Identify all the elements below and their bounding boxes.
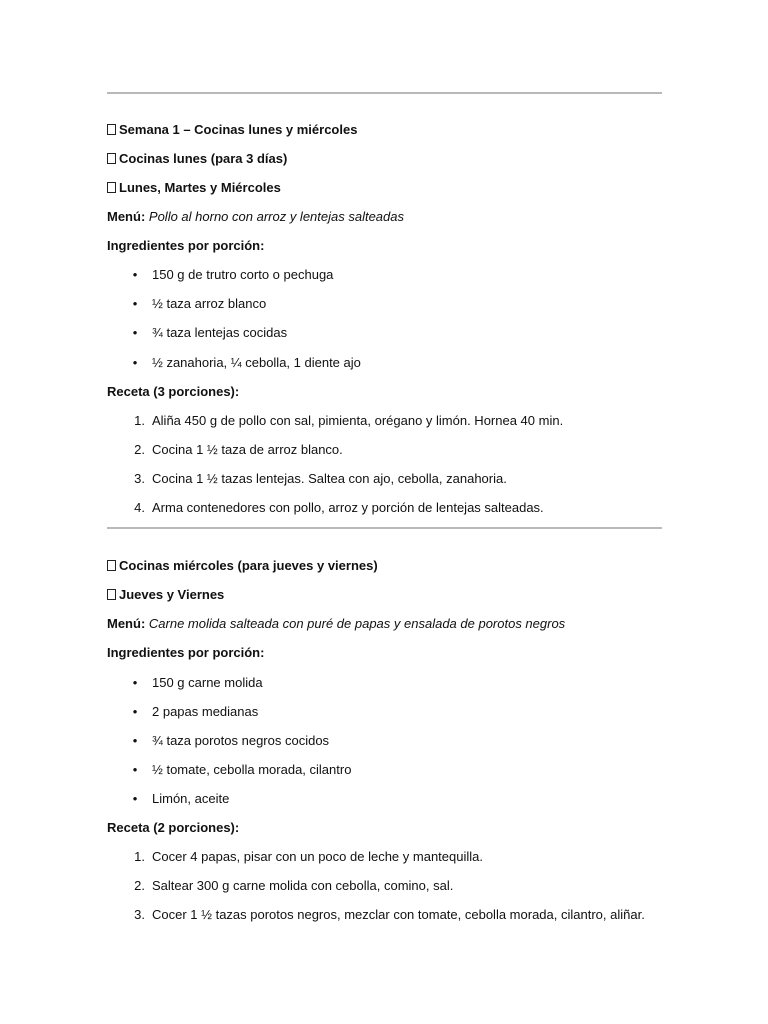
step-number: 1. [134, 849, 145, 864]
step-number: 3. [134, 471, 145, 486]
step-number: 3. [134, 907, 145, 922]
calendar-icon [107, 182, 116, 193]
step-number: 2. [134, 442, 145, 457]
menu-label: Menú: [107, 209, 146, 224]
ingredient-text: ½ tomate, cebolla morada, cilantro [152, 762, 352, 777]
calendar-icon [107, 589, 116, 600]
ingredients-label: Ingredientes por porción: [107, 238, 265, 253]
bullet: • [132, 325, 138, 340]
bullet: • [132, 267, 138, 282]
ingredient-text: Limón, aceite [152, 791, 230, 806]
ingredient-text: ¾ taza porotos negros cocidos [152, 733, 330, 748]
menu-text: Pollo al horno con arroz y lentejas salteadas [148, 209, 404, 224]
ingredient-text: 150 g de trutro corto o pechuga [152, 267, 334, 282]
bullet: • [132, 791, 138, 806]
step-number: 1. [134, 413, 145, 428]
ingredient-text: 150 g carne molida [152, 675, 263, 690]
menu-text: Carne molida salteada con puré de papas y ensalada de porotos negros [148, 616, 566, 631]
step-text: Saltear 300 g carne molida con cebolla, comino, sal. [152, 878, 454, 893]
cooking-icon [107, 153, 116, 164]
step-text: Arma contenedores con pollo, arroz y porción de lentejas salteadas. [152, 500, 544, 515]
days-heading: Lunes, Martes y Miércoles [107, 180, 281, 196]
cook-day-heading: Cocinas lunes (para 3 días) [107, 151, 287, 167]
step-text: Aliña 450 g de pollo con sal, pimienta, orégano y limón. Hornea 40 min. [152, 413, 564, 428]
ingredients-label: Ingredientes por porción: [107, 645, 265, 660]
horizontal-rule-top [107, 92, 662, 94]
bullet: • [132, 733, 138, 748]
horizontal-rule-middle [107, 527, 662, 529]
step-text: Cocer 4 papas, pisar con un poco de leche y mantequilla. [152, 849, 483, 864]
step-text: Cocer 1 ½ tazas porotos negros, mezclar con tomate, cebolla morada, cilantro, aliñar. [152, 907, 645, 922]
step-text: Cocina 1 ½ tazas lentejas. Saltea con ajo, cebolla, zanahoria. [152, 471, 507, 486]
ingredient-text: ¾ taza lentejas cocidas [152, 325, 288, 340]
menu-line [107, 616, 565, 632]
ingredient-text: 2 papas medianas [152, 704, 259, 719]
step-number: 4. [134, 500, 145, 515]
bullet: • [132, 704, 138, 719]
menu-label: Menú: [107, 616, 146, 631]
cook-day-heading: Cocinas miércoles (para jueves y viernes) [107, 558, 378, 574]
recipe-label: Receta (2 porciones): [107, 820, 240, 835]
recipe-label: Receta (3 porciones): [107, 384, 240, 399]
calendar-icon [107, 124, 116, 135]
bullet: • [132, 296, 138, 311]
bullet: • [132, 675, 138, 690]
menu-line [107, 209, 404, 225]
step-number: 2. [134, 878, 145, 893]
bullet: • [132, 355, 138, 370]
days-heading: Jueves y Viernes [107, 587, 224, 603]
ingredient-text: ½ taza arroz blanco [152, 296, 267, 311]
step-text: Cocina 1 ½ taza de arroz blanco. [152, 442, 343, 457]
cooking-icon [107, 560, 116, 571]
ingredient-text: ½ zanahoria, ¼ cebolla, 1 diente ajo [152, 355, 361, 370]
week-heading: Semana 1 – Cocinas lunes y miércoles [107, 122, 357, 138]
bullet: • [132, 762, 138, 777]
